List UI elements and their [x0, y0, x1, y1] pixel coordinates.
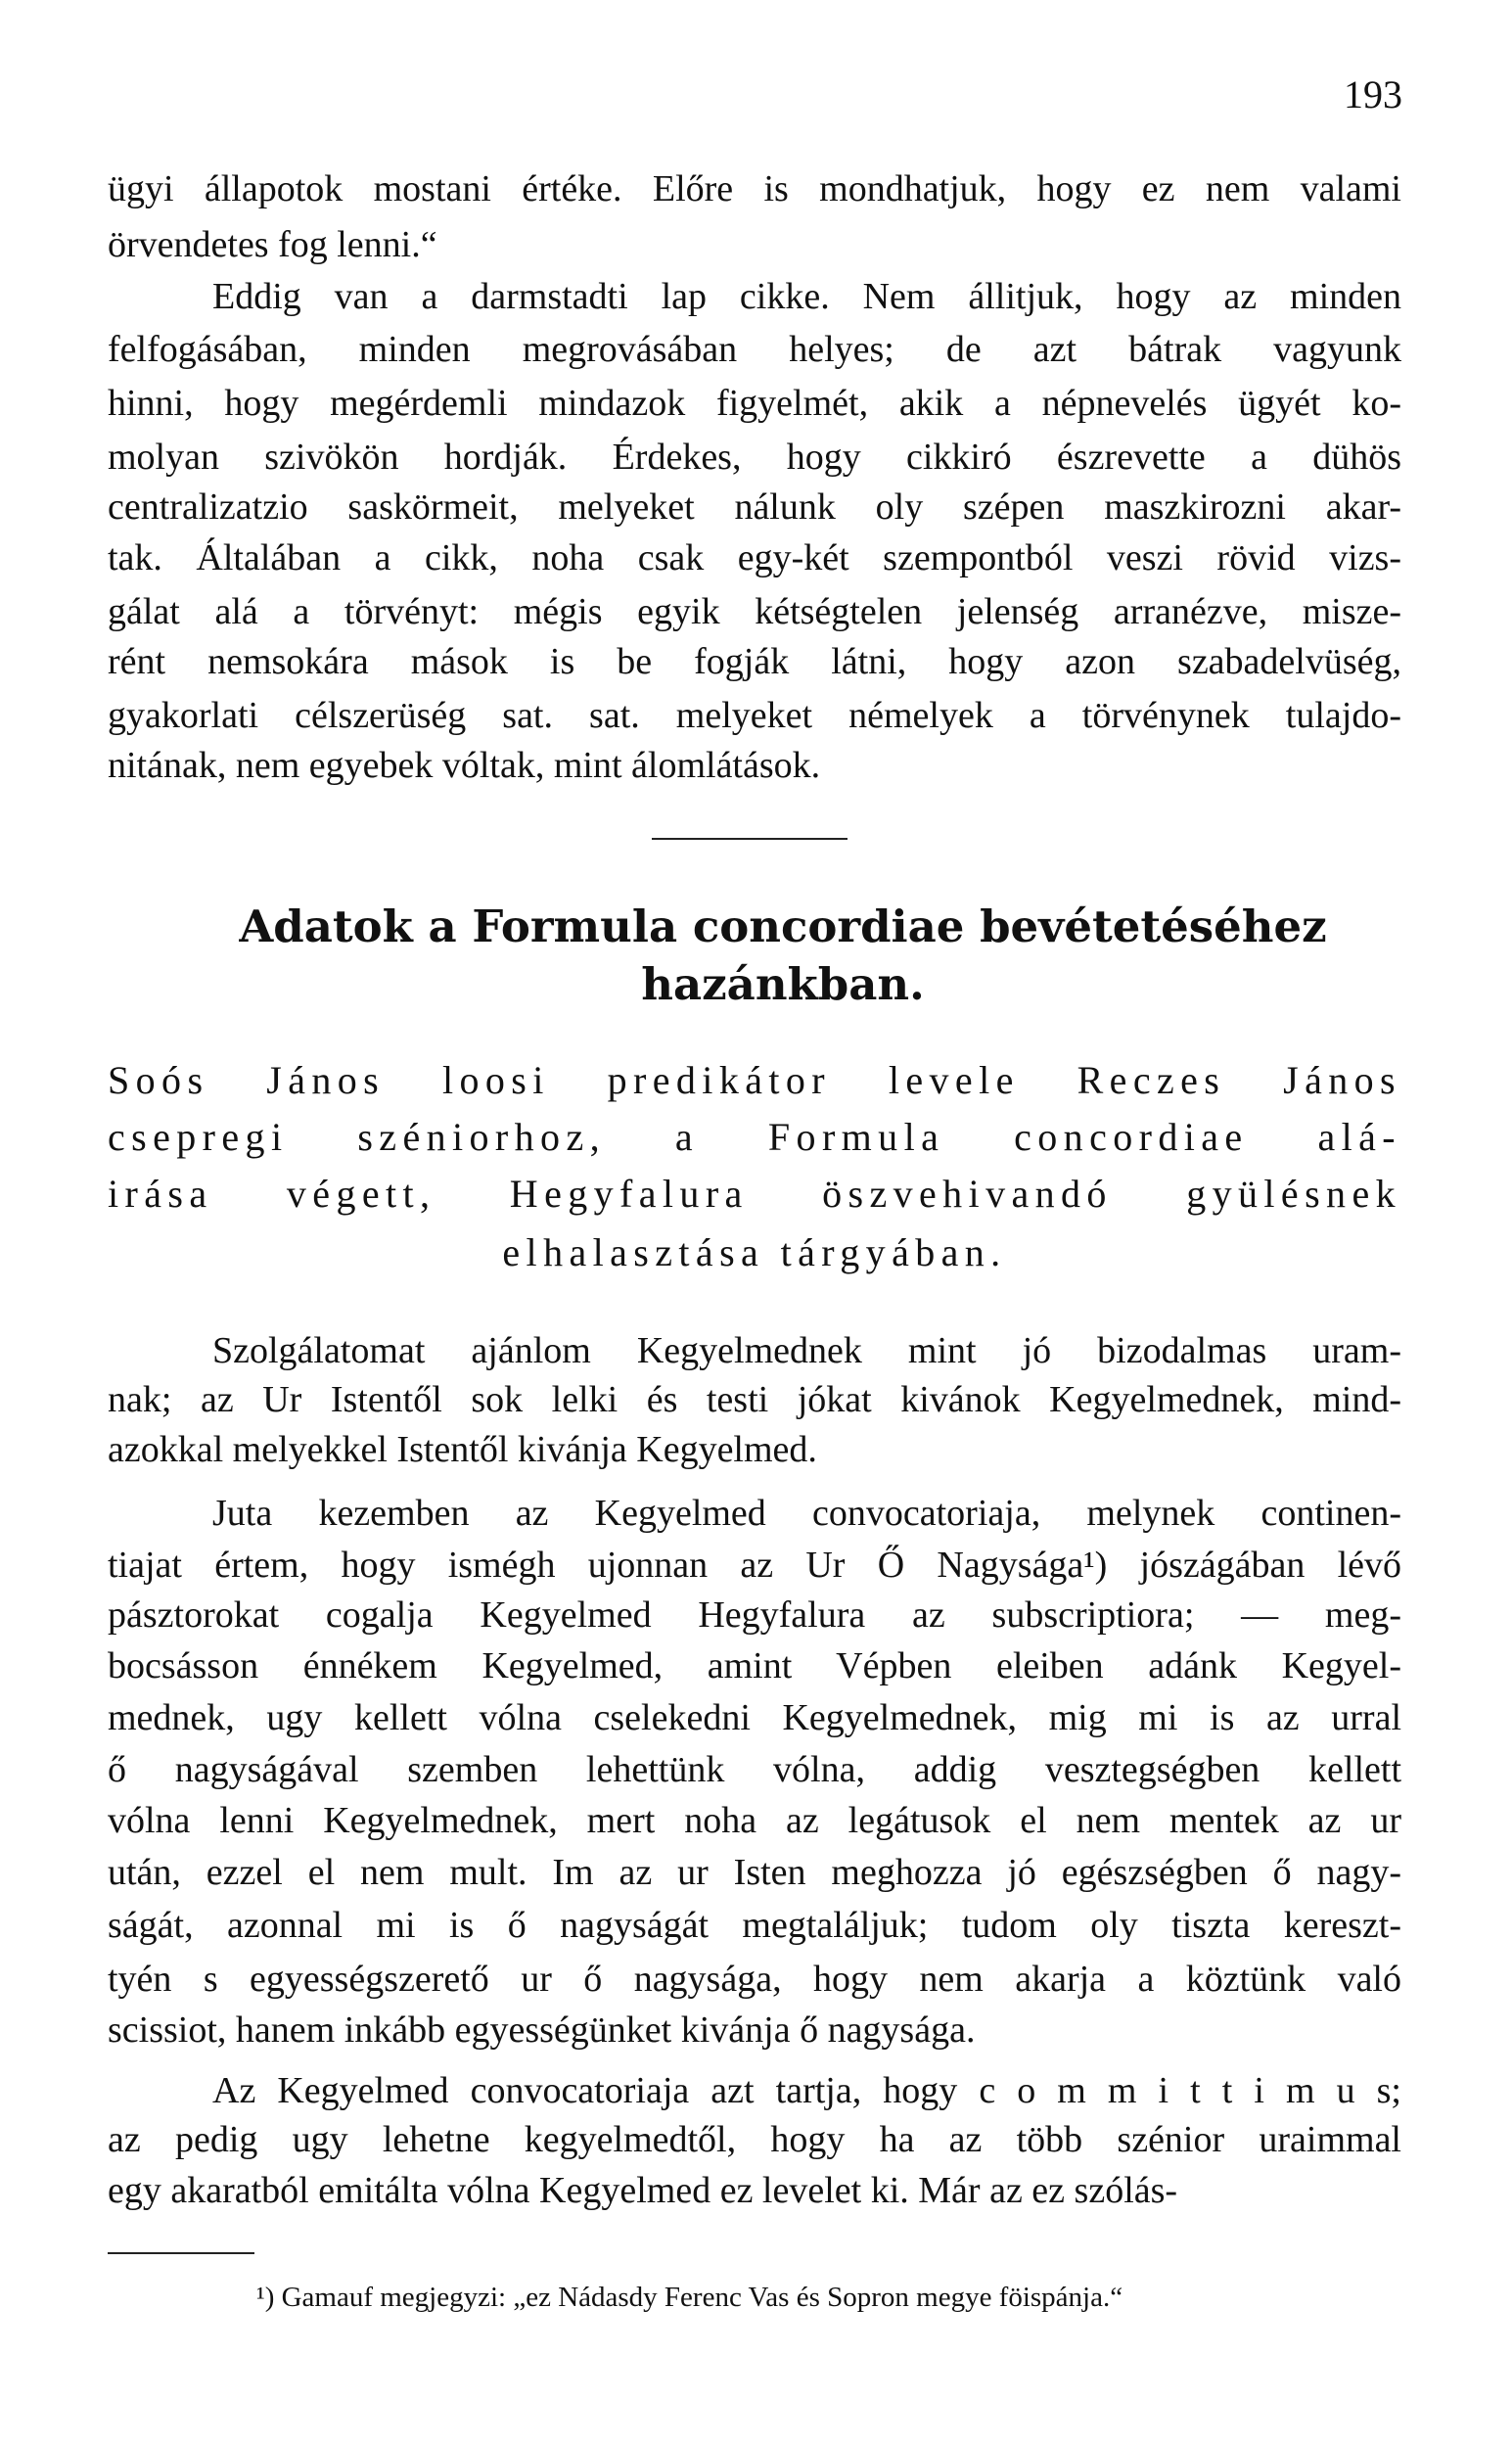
text-line: Szolgálatomat ajánlom Kegyelmednek mint jó bizodalmas uram- — [212, 1330, 1401, 1371]
text-line: tak. Általában a cikk, noha csak egy-két szempontból veszi rövid vizs- — [108, 537, 1401, 578]
text-line: Juta kezemben az Kegyelmed convocatoriaja, melynek continen- — [212, 1493, 1401, 1534]
text-line: csepregi széniorhoz, a Formula concordiae alá- — [108, 1115, 1401, 1159]
text-line: Az Kegyelmed convocatoriaja azt tartja, hogy c o m m i t t i m u s; — [212, 2070, 1401, 2111]
text-line: Adatok a Formula concordiae bevétetéséhez — [239, 900, 1327, 952]
text-line: nitának, nem egyebek vóltak, mint álomlátások. — [108, 745, 821, 786]
footnote-divider — [108, 2252, 254, 2254]
text-line: bocsásson énnékem Kegyelmed, amint Vépben eleiben adánk Kegyel- — [108, 1645, 1401, 1686]
text-line: az pedig ugy lehetne kegyelmedtől, hogy ha az több szénior uraimmal — [108, 2119, 1401, 2160]
text-line: centralizatzio saskörmeit, melyeket nálunk oly szépen maszkirozni akar- — [108, 486, 1401, 528]
text-line: molyan szivökön hordják. Érdekes, hogy cikkiró észrevette a dühös — [108, 437, 1401, 478]
text-line: örvendetes fog lenni.“ — [108, 224, 437, 265]
text-line: tyén s egyességszerető ur ő nagysága, hogy nem akarja a köztünk való — [108, 1959, 1401, 2000]
text-line: után, ezzel el nem mult. Im az ur Isten meghozza jó egészségben ő nagy- — [108, 1852, 1401, 1893]
text-line: ő nagyságával szemben lehettünk vólna, addig vesztegségben kellett — [108, 1749, 1401, 1790]
text-line: Eddig van a darmstadti lap cikke. Nem állitjuk, hogy az minden — [212, 276, 1401, 317]
text-line: egy akaratból emitálta vólna Kegyelmed ez levelet ki. Már az ez szólás- — [108, 2170, 1178, 2211]
text-line: rént nemsokára mások is be fogják látni, hogy azon szabadelvüség, — [108, 641, 1401, 682]
text-line: azokkal melyekkel Istentől kivánja Kegyelmed. — [108, 1429, 817, 1470]
text-line: ¹) Gamauf megjegyzi: „ez Nádasdy Ferenc Vas és Sopron megye föispánja.“ — [256, 2282, 1123, 2313]
text-line: elhalasztása tárgyában. — [502, 1230, 1007, 1274]
text-line: hazánkban. — [641, 958, 925, 1010]
text-line: ságát, azonnal mi is ő nagyságát megtaláljuk; tudom oly tiszta kereszt- — [108, 1905, 1401, 1946]
text-line: hinni, hogy megérdemli mindazok figyelmét, akik a népnevelés ügyét ko- — [108, 383, 1401, 424]
page-number: 193 — [1344, 72, 1402, 116]
text-line: ügyi állapotok mostani értéke. Előre is mondhatjuk, hogy ez nem valami — [108, 168, 1401, 209]
text-line: pásztorokat cogalja Kegyelmed Hegyfalura az subscriptiora; — meg- — [108, 1594, 1401, 1636]
text-line: scissiot, hanem inkább egyességünket kivánja ő nagysága. — [108, 2009, 976, 2051]
text-line: mednek, ugy kellett vólna cselekedni Kegyelmednek, mig mi is az urral — [108, 1697, 1401, 1738]
text-line: nak; az Ur Istentől sok lelki és testi jókat kivánok Kegyelmednek, mind- — [108, 1379, 1401, 1420]
text-line: vólna lenni Kegyelmednek, mert noha az legátusok el nem mentek az ur — [108, 1800, 1401, 1841]
text-line: gálat alá a törvényt: mégis egyik kétségtelen jelenség arranézve, misze- — [108, 591, 1401, 632]
section-divider — [652, 838, 848, 840]
text-line: gyakorlati célszerüség sat. sat. melyeket némelyek a törvénynek tulajdo- — [108, 695, 1401, 736]
text-line: felfogásában, minden megrovásában helyes; de azt bátrak vagyunk — [108, 329, 1401, 370]
text-line: tiajat értem, hogy ismégh ujonnan az Ur Ő Nagysága¹) jószágában lévő — [108, 1545, 1401, 1586]
text-line: irása végett, Hegyfalura öszvehivandó gyülésnek — [108, 1172, 1401, 1216]
text-line: Soós János loosi predikátor levele Reczes János — [108, 1058, 1401, 1102]
